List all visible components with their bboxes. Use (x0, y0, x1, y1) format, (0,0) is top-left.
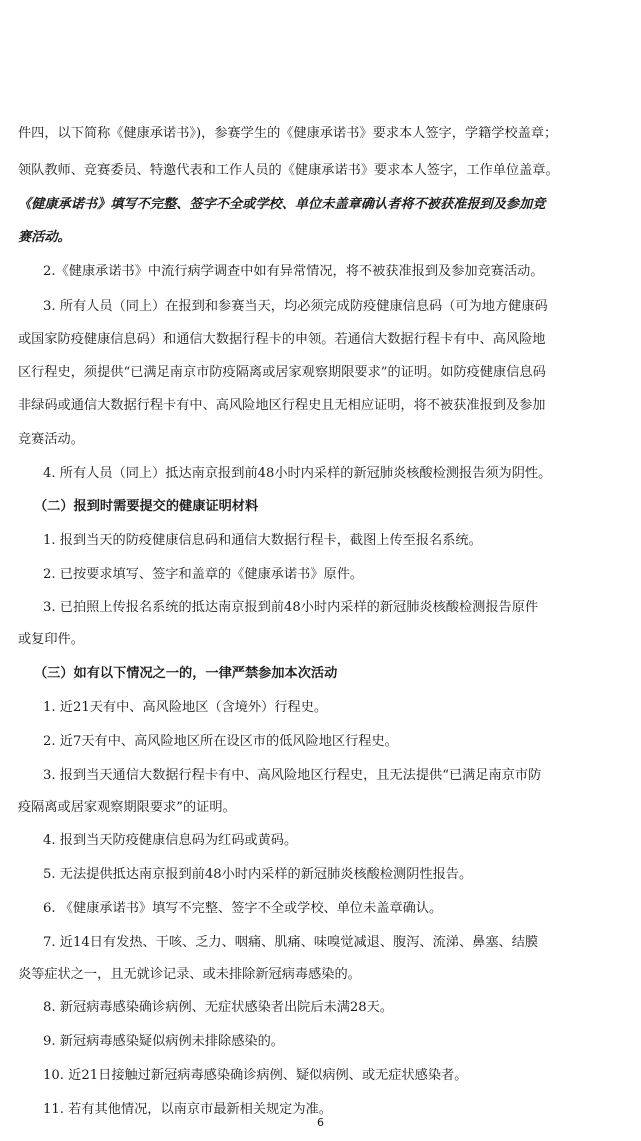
list-item-11: 11. 若有其他情况，以南京市最新相关规定为准。 (43, 1102, 332, 1117)
list-item-9: 9. 新冠病毒感染疑似病例未排除感染的。 (43, 1034, 284, 1049)
paragraph-line: 或国家防疫健康信息码）和通信大数据行程卡的申领。若通信大数据行程卡有中、高风险地 (18, 332, 546, 347)
list-item-6: 6. 《健康承诺书》填写不完整、签字不全或学校、单位未盖章确认。 (43, 901, 443, 916)
paragraph-line: 疫隔离或居家观察期限要求”的证明。 (18, 800, 236, 815)
list-item-5: 5. 无法提供抵达南京报到前48小时内采样的新冠肺炎核酸检测阴性报告。 (43, 867, 473, 882)
page-number: 6 (317, 1116, 324, 1129)
list-item-1: 1. 报到当天的防疫健康信息码和通信大数据行程卡，截图上传至报名系统。 (43, 533, 482, 548)
paragraph-line: 或复印件。 (18, 632, 84, 647)
list-item-4: 4. 所有人员（同上）抵达南京报到前48小时内采样的新冠肺炎核酸检测报告须为阴性。 (43, 466, 552, 481)
list-item-2: 2. 近7天有中、高风险地区所在设区市的低风险地区行程史。 (43, 734, 398, 749)
list-item-4: 4. 报到当天防疫健康信息码为红码或黄码。 (43, 833, 298, 848)
paragraph-line: 领队教师、竞赛委员、特邀代表和工作人员的《健康承诺书》要求本人签字，工作单位盖章。 (18, 163, 559, 178)
list-item-3: 3. 报到当天通信大数据行程卡有中、高风险地区行程史，且无法提供“已满足南京市防 (43, 768, 542, 783)
section-heading-3: （三）如有以下情况之一的，一律严禁参加本次活动 (34, 666, 338, 681)
list-item-10: 10. 近21日接触过新冠病毒感染确诊病例、疑似病例、或无症状感染者。 (43, 1068, 468, 1083)
list-item-2: 2. 已按要求填写、签字和盖章的《健康承诺书》原件。 (43, 567, 364, 582)
paragraph-line: 件四，以下简称《健康承诺书》)，参赛学生的《健康承诺书》要求本人签字，学籍学校盖章； (18, 126, 558, 141)
paragraph-line: 区行程史，须提供“已满足南京市防疫隔离或居家观察期限要求”的证明。如防疫健康信息码 (18, 365, 546, 380)
list-item-3: 3. 所有人员（同上）在报到和参赛当天，均必须完成防疫健康信息码（可为地方健康码 (43, 299, 548, 314)
bold-paragraph-line: 赛活动。 (18, 230, 71, 245)
list-item-3: 3. 已拍照上传报名系统的抵达南京报到前48小时内采样的新冠肺炎核酸检测报告原件 (43, 600, 539, 615)
section-heading-2: （二）报到时需要提交的健康证明材料 (34, 499, 259, 514)
paragraph-line: 炎等症状之一，且无就诊记录、或未排除新冠病毒感染的。 (18, 967, 361, 982)
bold-paragraph-line: 《健康承诺书》填写不完整、签字不全或学校、单位未盖章确认者将不被获准报到及参加竞 (18, 197, 546, 212)
list-item-8: 8. 新冠病毒感染确诊病例、无症状感染者出院后未满28天。 (43, 1000, 394, 1015)
paragraph-line: 非绿码或通信大数据行程卡有中、高风险地区行程史且无相应证明，将不被获准报到及参加 (18, 398, 546, 413)
list-item-2: 2.《健康承诺书》中流行病学调查中如有异常情况，将不被获准报到及参加竞赛活动。 (43, 264, 544, 279)
list-item-1: 1. 近21天有中、高风险地区（含境外）行程史。 (43, 700, 328, 715)
list-item-7: 7. 近14日有发热、干咳、乏力、咽痛、肌痛、味嗅觉减退、腹泻、流涕、鼻塞、结膜 (43, 935, 539, 950)
paragraph-line: 竞赛活动。 (18, 432, 84, 447)
